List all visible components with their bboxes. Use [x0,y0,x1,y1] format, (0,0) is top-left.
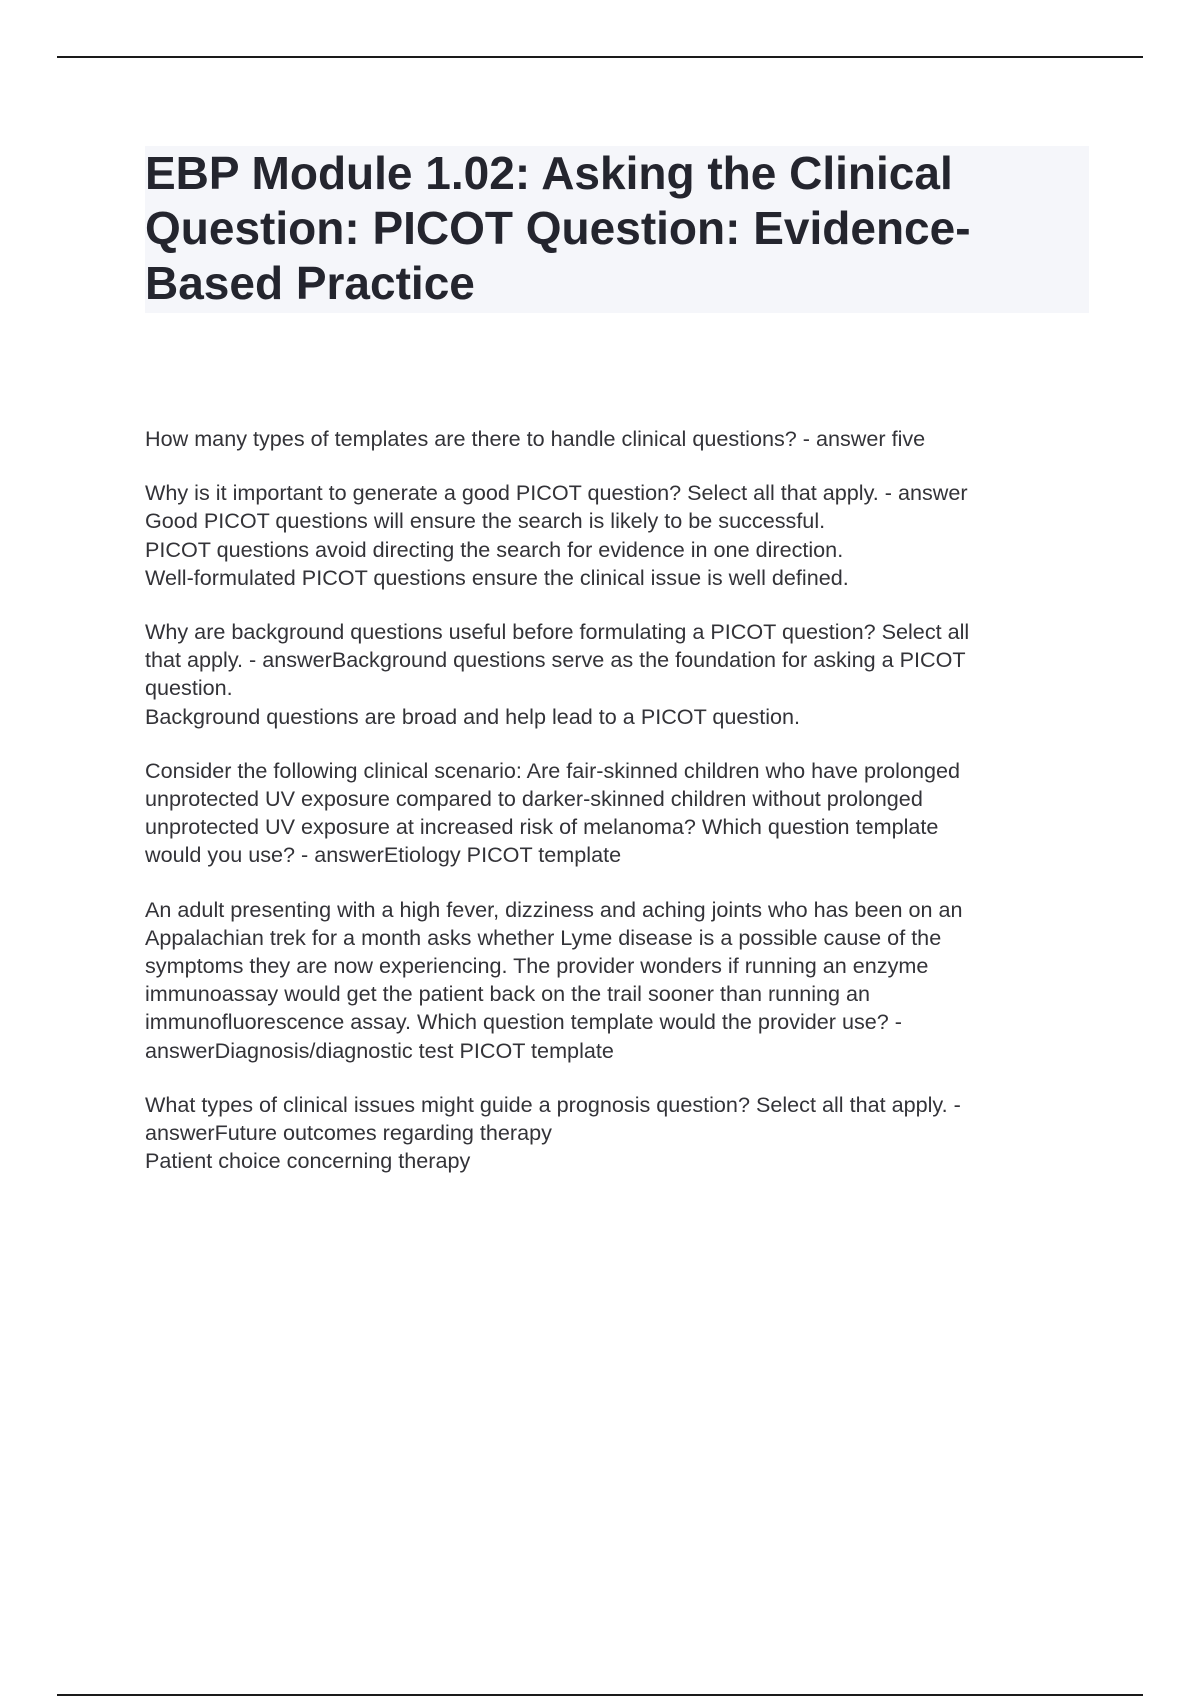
bottom-rule [57,1694,1143,1696]
qa-text-line: answerDiagnosis/diagnostic test PICOT template [145,1037,614,1063]
qa-item [145,757,1095,870]
qa-text-line: unprotected UV exposure at increased risk of melanoma? Which question template [145,814,939,840]
qa-text-line: question. [145,675,233,701]
qa-text-line: Appalachian trek for a month asks whether Lyme disease is a possible cause of the [145,924,942,950]
qa-text-line: Patient choice concerning therapy [145,1148,471,1174]
title-line: Question: PICOT Question: Evidence- [145,202,971,254]
page-title [145,146,1089,311]
qa-text-line: How many types of templates are there to handle clinical questions? - answer five [145,426,926,451]
qa-item [145,1091,1095,1176]
qa-text-line: Why is it important to generate a good PICOT question? Select all that apply. - answer [145,480,968,506]
qa-text-line: symptoms they are now experiencing. The provider wonders if running an enzyme [145,953,929,979]
qa-text-line: What types of clinical issues might guide a prognosis question? Select all that apply. - [145,1091,961,1117]
qa-text-line: Why are background questions useful before formulating a PICOT question? Select all [145,619,970,645]
title-line: EBP Module 1.02: Asking the Clinical [145,147,953,199]
qa-text-line: immunofluorescence assay. Which question template would the provider use? - [145,1009,902,1035]
qa-text-line: that apply. - answerBackground questions serve as the foundation for asking a PICOT [145,647,966,673]
qa-item [145,896,1095,1065]
qa-item [145,618,1095,731]
qa-text-line: Good PICOT questions will ensure the search is likely to be successful. [145,508,826,534]
qa-text-line: Well-formulated PICOT questions ensure the clinical issue is well defined. [145,564,849,590]
title-line: Based Practice [145,257,475,309]
qa-text-line: PICOT questions avoid directing the search for evidence in one direction. [145,536,844,562]
title-banner [145,146,1089,313]
qa-text-line: would you use? - answerEtiology PICOT template [145,842,622,868]
qa-text-line: answerFuture outcomes regarding therapy [145,1120,552,1146]
qa-text-line: Consider the following clinical scenario: Are fair-skinned children who have prolonged [145,757,961,783]
qa-list [145,425,1095,1201]
qa-text-line: Background questions are broad and help lead to a PICOT question. [145,703,801,729]
qa-item [145,425,1095,453]
qa-text-line: unprotected UV exposure compared to darker-skinned children without prolonged [145,786,923,812]
qa-text-line: An adult presenting with a high fever, dizziness and aching joints who has been on an [145,896,963,922]
top-rule [57,56,1143,58]
qa-text-line: immunoassay would get the patient back on the trail sooner than running an [145,981,871,1007]
qa-item [145,479,1095,592]
